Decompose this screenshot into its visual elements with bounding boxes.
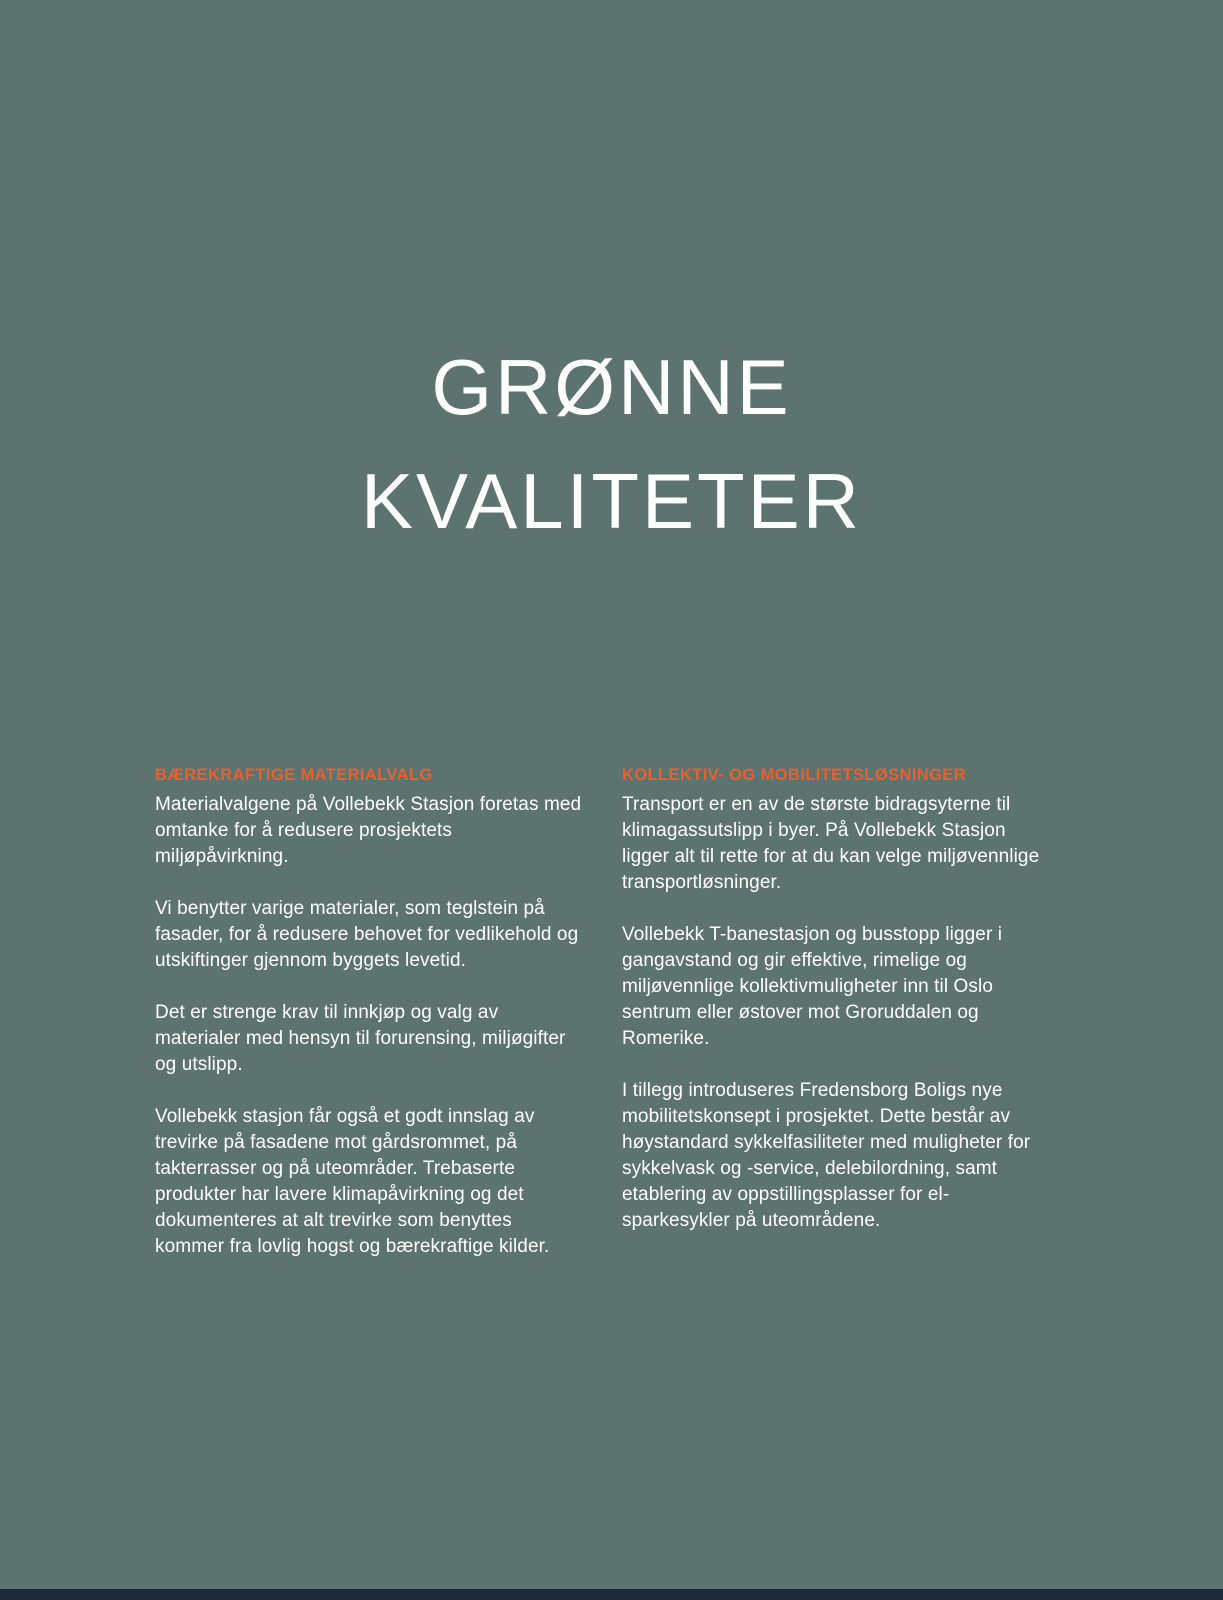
paragraph: I tillegg introduseres Fredensborg Boligs nye mobilitetskonsept i prosjektet. Dette består av høystandard sykkelfasiliteter med muligheter for sykkelvask og -service, delebilordning, samt etablering av oppstillingsplasser for el-sparkesykler på uteområdene. [622,1080,1031,1231]
footer-bar [0,1589,1223,1600]
text-columns [155,762,1052,1286]
section-heading-mobility: KOLLEKTIV- OG MOBILITETSLØSNINGER [622,766,967,784]
paragraph: Det er strenge krav til innkjøp og valg av materialer med hensyn til forurensing, miljøgifter og utslipp. [155,1002,566,1075]
paragraph: Vollebekk T-banestasjon og busstopp ligger i gangavstand og gir effektive, rimelige og miljøvennlige kollektivmuligheter inn til Oslo sentrum eller østover mot Groruddalen og Romerike. [622,924,1003,1049]
section-heading-materials: BÆREKRAFTIGE MATERIALVALG [155,766,433,784]
page-title [0,330,1223,558]
title-line-1: GRØNNE [431,343,792,431]
paragraph: Vi benytter varige materialer, som teglstein på fasader, for å redusere behovet for vedlikehold og utskiftinger gjennom byggets levetid. [155,898,579,971]
paragraph: Transport er en av de største bidragsyterne til klimagassutslipp i byer. På Vollebekk Stasjon ligger alt til rette for at du kan velge miljøvennlige transportløsninger. [622,794,1040,893]
title-line-2: KVALITETER [360,457,862,545]
paragraph: Materialvalgene på Vollebekk Stasjon foretas med omtanke for å redusere prosjektets miljøpåvirkning. [155,794,582,867]
paragraph: Vollebekk stasjon får også et godt innslag av trevirke på fasadene mot gårdsrommet, på takterrasser og på uteområder. Trebaserte produkter har lavere klimapåvirkning og det dokumenteres at alt trevirke som benyttes kommer fra lovlig hogst og bærekraftige kilder. [155,1106,550,1257]
column-mobility-solutions [622,762,1052,1286]
column-sustainable-materials [155,762,585,1286]
